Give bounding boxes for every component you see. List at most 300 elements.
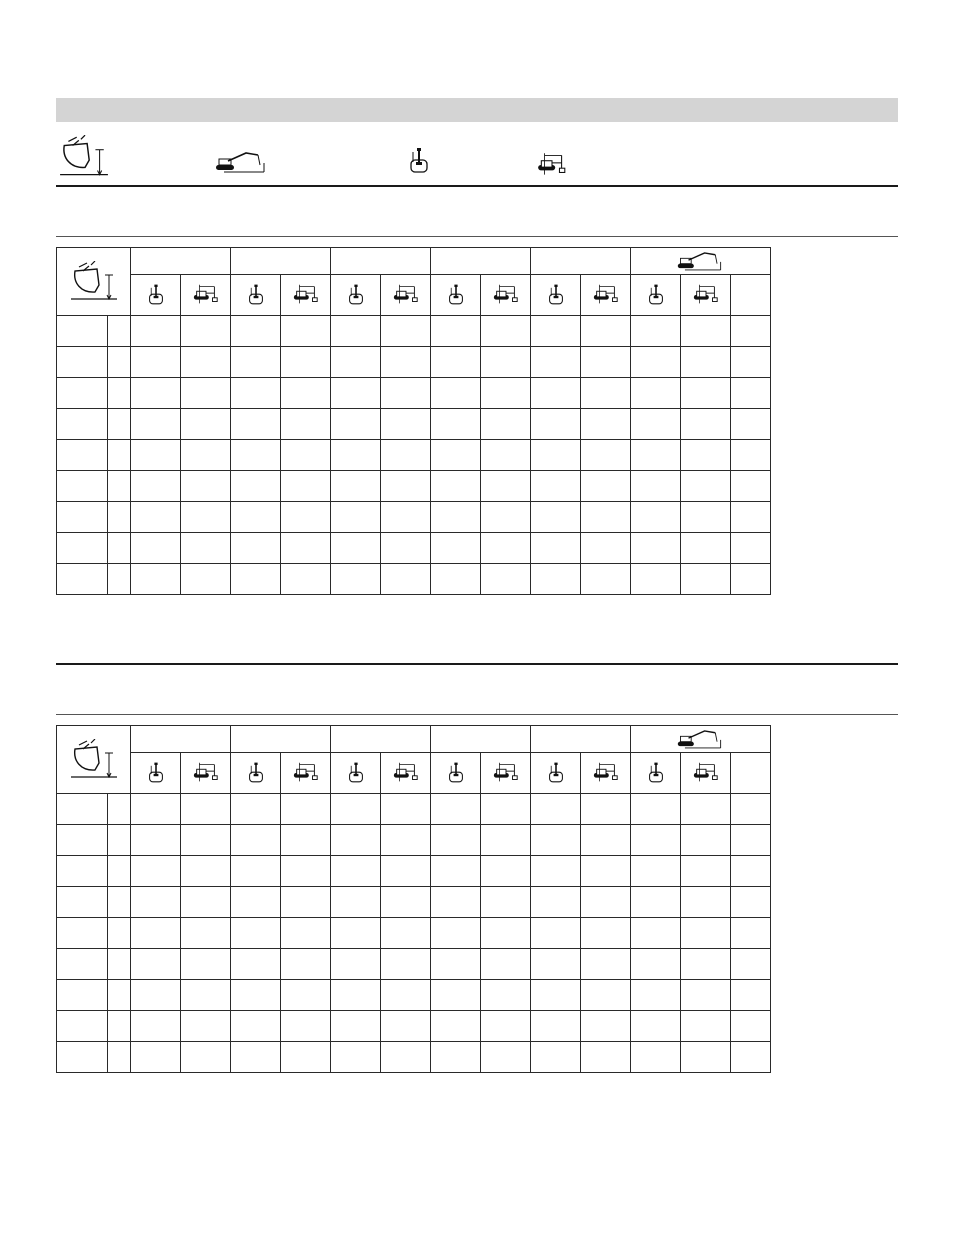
table-cell xyxy=(481,980,531,1011)
front-header-cell xyxy=(331,275,381,316)
table-cell xyxy=(381,564,431,595)
lift-table xyxy=(56,247,770,595)
table-cell xyxy=(531,378,581,409)
table-cell xyxy=(681,409,731,440)
side-lift-icon xyxy=(381,762,430,784)
table-row xyxy=(57,471,771,502)
table-cell xyxy=(681,887,731,918)
table-cell xyxy=(57,502,108,533)
side-lift-icon xyxy=(681,762,730,784)
side-header-cell xyxy=(681,275,731,316)
table-row xyxy=(57,918,771,949)
table-cell xyxy=(481,856,531,887)
table-cell xyxy=(57,1042,108,1073)
table-cell xyxy=(581,949,631,980)
table-cell xyxy=(181,409,231,440)
table-cell xyxy=(181,887,231,918)
table-cell xyxy=(681,378,731,409)
table-cell xyxy=(731,918,771,949)
table-cell xyxy=(381,471,431,502)
table-cell xyxy=(531,502,581,533)
table-cell xyxy=(631,347,681,378)
table-cell xyxy=(481,347,531,378)
table-cell xyxy=(481,1042,531,1073)
side-lift-icon xyxy=(536,153,568,177)
side-lift-icon xyxy=(281,284,330,306)
table-cell xyxy=(57,409,108,440)
table-cell xyxy=(731,949,771,980)
table-cell xyxy=(681,471,731,502)
table-cell xyxy=(181,440,231,471)
table-cell xyxy=(57,825,108,856)
table-cell xyxy=(531,887,581,918)
table-cell xyxy=(631,316,681,347)
table-cell xyxy=(131,794,181,825)
table-cell xyxy=(731,980,771,1011)
excavator-reach-icon xyxy=(214,150,270,174)
table-cell xyxy=(108,440,131,471)
table-cell xyxy=(731,471,771,502)
table-cell xyxy=(581,502,631,533)
table-cell xyxy=(331,502,381,533)
table-row xyxy=(57,1011,771,1042)
table-cell xyxy=(731,533,771,564)
table-cell xyxy=(381,533,431,564)
side-header-cell xyxy=(381,275,431,316)
front-lift-icon xyxy=(131,761,180,785)
table-cell xyxy=(731,825,771,856)
table-cell xyxy=(131,887,181,918)
table-cell xyxy=(431,378,481,409)
table-cell xyxy=(681,564,731,595)
table-cell xyxy=(231,856,281,887)
table-cell xyxy=(481,794,531,825)
front-lift-icon xyxy=(131,283,180,307)
table-cell xyxy=(231,918,281,949)
table-cell xyxy=(531,347,581,378)
side-header-cell xyxy=(481,753,531,794)
table-cell xyxy=(331,471,381,502)
table-cell xyxy=(131,918,181,949)
table-cell xyxy=(108,980,131,1011)
table-cell xyxy=(731,502,771,533)
table-cell xyxy=(281,533,331,564)
table-cell xyxy=(731,794,771,825)
table-cell xyxy=(731,347,771,378)
front-lift-icon xyxy=(231,283,280,307)
table-cell xyxy=(181,533,231,564)
table-cell xyxy=(231,378,281,409)
front-lift-icon xyxy=(431,283,480,307)
table-cell xyxy=(481,440,531,471)
side-lift-icon xyxy=(281,762,330,784)
excavator-reach-icon xyxy=(631,250,770,272)
table-cell xyxy=(481,409,531,440)
table-cell xyxy=(231,825,281,856)
table-row xyxy=(57,440,771,471)
table-cell xyxy=(231,1042,281,1073)
table-cell xyxy=(381,887,431,918)
table-cell xyxy=(331,856,381,887)
table-cell xyxy=(431,1011,481,1042)
table-cell xyxy=(381,856,431,887)
table-cell xyxy=(631,918,681,949)
table-cell xyxy=(631,440,681,471)
table-row xyxy=(57,378,771,409)
table-cell xyxy=(181,794,231,825)
table-cell xyxy=(631,794,681,825)
max-reach-header-cell xyxy=(631,726,771,753)
table-cell xyxy=(108,471,131,502)
table-cell xyxy=(281,347,331,378)
table-cell xyxy=(581,378,631,409)
table-cell xyxy=(108,564,131,595)
table-cell xyxy=(531,564,581,595)
section-rule xyxy=(56,236,898,237)
table-cell xyxy=(181,502,231,533)
table-cell xyxy=(331,794,381,825)
table-cell xyxy=(731,856,771,887)
table-cell xyxy=(531,918,581,949)
table-cell xyxy=(281,1042,331,1073)
table-cell xyxy=(431,794,481,825)
side-lift-icon xyxy=(381,284,430,306)
table-cell xyxy=(581,887,631,918)
side-lift-icon xyxy=(481,762,530,784)
reach-distance-header-cell xyxy=(731,275,771,316)
table-cell xyxy=(108,949,131,980)
front-header-cell xyxy=(231,275,281,316)
side-header-cell xyxy=(581,275,631,316)
table-cell xyxy=(431,825,481,856)
table-cell xyxy=(331,949,381,980)
table-cell xyxy=(281,856,331,887)
table-cell xyxy=(531,1011,581,1042)
side-lift-icon xyxy=(581,284,630,306)
side-header-cell xyxy=(181,753,231,794)
table-cell xyxy=(181,980,231,1011)
table-cell xyxy=(131,347,181,378)
table-cell xyxy=(681,825,731,856)
table-cell xyxy=(331,825,381,856)
front-header-cell xyxy=(331,753,381,794)
table-cell xyxy=(57,347,108,378)
header-band xyxy=(56,98,898,122)
reach-header-cell xyxy=(131,248,231,275)
table-cell xyxy=(381,409,431,440)
table-cell xyxy=(57,949,108,980)
table-cell xyxy=(431,347,481,378)
table-cell xyxy=(481,378,531,409)
table-cell xyxy=(281,378,331,409)
excavator-reach-icon xyxy=(631,728,770,750)
table-cell xyxy=(108,794,131,825)
table-cell xyxy=(231,316,281,347)
table-cell xyxy=(431,887,481,918)
table-cell xyxy=(681,316,731,347)
table-cell xyxy=(381,1042,431,1073)
table-cell xyxy=(481,471,531,502)
table-row xyxy=(57,347,771,378)
table-row xyxy=(57,825,771,856)
table-cell xyxy=(131,1011,181,1042)
table-cell xyxy=(531,949,581,980)
section-rule xyxy=(56,185,898,187)
table-cell xyxy=(181,825,231,856)
reach-header-cell xyxy=(531,726,631,753)
table-cell xyxy=(281,409,331,440)
table-cell xyxy=(481,949,531,980)
table-cell xyxy=(131,564,181,595)
table-cell xyxy=(57,794,108,825)
table-cell xyxy=(481,564,531,595)
table-cell xyxy=(431,980,481,1011)
direction-header-row xyxy=(57,753,771,794)
table-cell xyxy=(231,440,281,471)
table-row xyxy=(57,316,771,347)
table-cell xyxy=(531,980,581,1011)
table-cell xyxy=(681,980,731,1011)
table-cell xyxy=(108,825,131,856)
table-cell xyxy=(631,825,681,856)
table-cell xyxy=(681,794,731,825)
table-cell xyxy=(281,502,331,533)
front-lift-icon xyxy=(331,761,380,785)
table-cell xyxy=(331,1042,381,1073)
table-cell xyxy=(481,918,531,949)
table-cell xyxy=(481,502,531,533)
table-row xyxy=(57,856,771,887)
table-cell xyxy=(181,471,231,502)
table-cell xyxy=(131,1042,181,1073)
table-cell xyxy=(231,564,281,595)
table-cell xyxy=(57,316,108,347)
reach-header-cell xyxy=(331,248,431,275)
table-cell xyxy=(531,856,581,887)
max-reach-header-cell xyxy=(631,248,771,275)
front-lift-icon xyxy=(631,761,680,785)
table-cell xyxy=(481,316,531,347)
table-cell xyxy=(281,949,331,980)
table-cell xyxy=(181,1042,231,1073)
table-cell xyxy=(731,1042,771,1073)
table-cell xyxy=(731,440,771,471)
table-cell xyxy=(631,502,681,533)
table-cell xyxy=(108,1011,131,1042)
lift-capacity-table xyxy=(56,247,771,595)
table-cell xyxy=(231,533,281,564)
table-cell xyxy=(631,564,681,595)
table-cell xyxy=(231,887,281,918)
table-cell xyxy=(57,856,108,887)
table-cell xyxy=(281,1011,331,1042)
table-cell xyxy=(631,378,681,409)
reach-header-cell xyxy=(231,248,331,275)
table-cell xyxy=(281,887,331,918)
table-cell xyxy=(108,1042,131,1073)
table-cell xyxy=(181,347,231,378)
front-lift-icon xyxy=(231,761,280,785)
height-header-cell xyxy=(57,726,131,794)
table-cell xyxy=(731,409,771,440)
table-cell xyxy=(681,1011,731,1042)
table-cell xyxy=(681,949,731,980)
table-cell xyxy=(57,440,108,471)
table-cell xyxy=(108,533,131,564)
bucket-height-icon xyxy=(57,261,130,303)
table-cell xyxy=(431,856,481,887)
bucket-height-icon xyxy=(57,739,130,781)
front-header-cell xyxy=(531,275,581,316)
table-cell xyxy=(381,794,431,825)
table-row xyxy=(57,502,771,533)
table-cell xyxy=(231,980,281,1011)
side-lift-icon xyxy=(481,284,530,306)
table-cell xyxy=(431,316,481,347)
reach-header-cell xyxy=(431,248,531,275)
table-cell xyxy=(531,794,581,825)
table-cell xyxy=(381,980,431,1011)
table-cell xyxy=(131,440,181,471)
table-cell xyxy=(531,440,581,471)
side-header-cell xyxy=(281,275,331,316)
table-cell xyxy=(331,316,381,347)
table-cell xyxy=(181,378,231,409)
table-cell xyxy=(281,918,331,949)
side-lift-icon xyxy=(581,762,630,784)
table-cell xyxy=(231,1011,281,1042)
reach-header-cell xyxy=(231,726,331,753)
lift-capacity-table xyxy=(56,725,771,1073)
table-cell xyxy=(581,533,631,564)
table-cell xyxy=(481,825,531,856)
table-cell xyxy=(57,887,108,918)
front-lift-icon xyxy=(431,761,480,785)
table-cell xyxy=(431,502,481,533)
table-cell xyxy=(531,471,581,502)
table-cell xyxy=(331,918,381,949)
table-cell xyxy=(57,533,108,564)
table-cell xyxy=(581,825,631,856)
table-cell xyxy=(681,533,731,564)
table-cell xyxy=(281,980,331,1011)
table-cell xyxy=(681,918,731,949)
section-rule xyxy=(56,663,898,665)
table-cell xyxy=(331,378,381,409)
table-cell xyxy=(131,471,181,502)
table-cell xyxy=(731,887,771,918)
reach-header-row xyxy=(57,726,771,753)
table-cell xyxy=(331,1011,381,1042)
table-cell xyxy=(181,564,231,595)
table-cell xyxy=(631,471,681,502)
table-cell xyxy=(481,887,531,918)
table-cell xyxy=(381,502,431,533)
table-cell xyxy=(331,409,381,440)
table-cell xyxy=(481,533,531,564)
table-cell xyxy=(531,533,581,564)
table-cell xyxy=(57,980,108,1011)
table-cell xyxy=(531,1042,581,1073)
table-cell xyxy=(631,409,681,440)
table-cell xyxy=(131,825,181,856)
table-cell xyxy=(281,825,331,856)
table-row xyxy=(57,794,771,825)
table-cell xyxy=(181,918,231,949)
table-cell xyxy=(231,949,281,980)
table-cell xyxy=(431,471,481,502)
front-header-cell xyxy=(631,753,681,794)
table-cell xyxy=(331,980,381,1011)
table-cell xyxy=(681,1042,731,1073)
table-cell xyxy=(431,409,481,440)
table-cell xyxy=(381,378,431,409)
table-cell xyxy=(231,794,281,825)
table-cell xyxy=(381,440,431,471)
reach-header-cell xyxy=(431,726,531,753)
table-cell xyxy=(681,502,731,533)
table-cell xyxy=(108,887,131,918)
reach-header-cell xyxy=(331,726,431,753)
table-cell xyxy=(131,856,181,887)
side-header-cell xyxy=(281,753,331,794)
table-cell xyxy=(108,856,131,887)
table-cell xyxy=(131,409,181,440)
table-cell xyxy=(331,564,381,595)
table-cell xyxy=(108,918,131,949)
front-header-cell xyxy=(431,275,481,316)
table-cell xyxy=(631,1042,681,1073)
front-header-cell xyxy=(531,753,581,794)
table-cell xyxy=(681,440,731,471)
front-lift-icon xyxy=(531,283,580,307)
reach-distance-header-cell xyxy=(731,753,771,794)
table-cell xyxy=(381,825,431,856)
table-cell xyxy=(57,471,108,502)
table-cell xyxy=(431,918,481,949)
table-cell xyxy=(431,949,481,980)
table-cell xyxy=(231,471,281,502)
table-cell xyxy=(581,980,631,1011)
table-cell xyxy=(181,856,231,887)
table-cell xyxy=(581,1042,631,1073)
table-cell xyxy=(581,409,631,440)
side-header-cell xyxy=(481,275,531,316)
table-cell xyxy=(281,471,331,502)
lift-table xyxy=(56,725,770,1073)
table-cell xyxy=(181,949,231,980)
side-lift-icon xyxy=(681,284,730,306)
table-cell xyxy=(108,378,131,409)
table-cell xyxy=(481,1011,531,1042)
table-cell xyxy=(581,564,631,595)
table-row xyxy=(57,887,771,918)
table-cell xyxy=(581,856,631,887)
front-header-cell xyxy=(631,275,681,316)
table-cell xyxy=(331,533,381,564)
table-cell xyxy=(631,980,681,1011)
table-cell xyxy=(531,409,581,440)
height-header-cell xyxy=(57,248,131,316)
table-cell xyxy=(731,378,771,409)
table-cell xyxy=(57,378,108,409)
table-cell xyxy=(57,918,108,949)
direction-header-row xyxy=(57,275,771,316)
table-cell xyxy=(131,949,181,980)
table-row xyxy=(57,1042,771,1073)
table-cell xyxy=(381,347,431,378)
table-cell xyxy=(581,316,631,347)
